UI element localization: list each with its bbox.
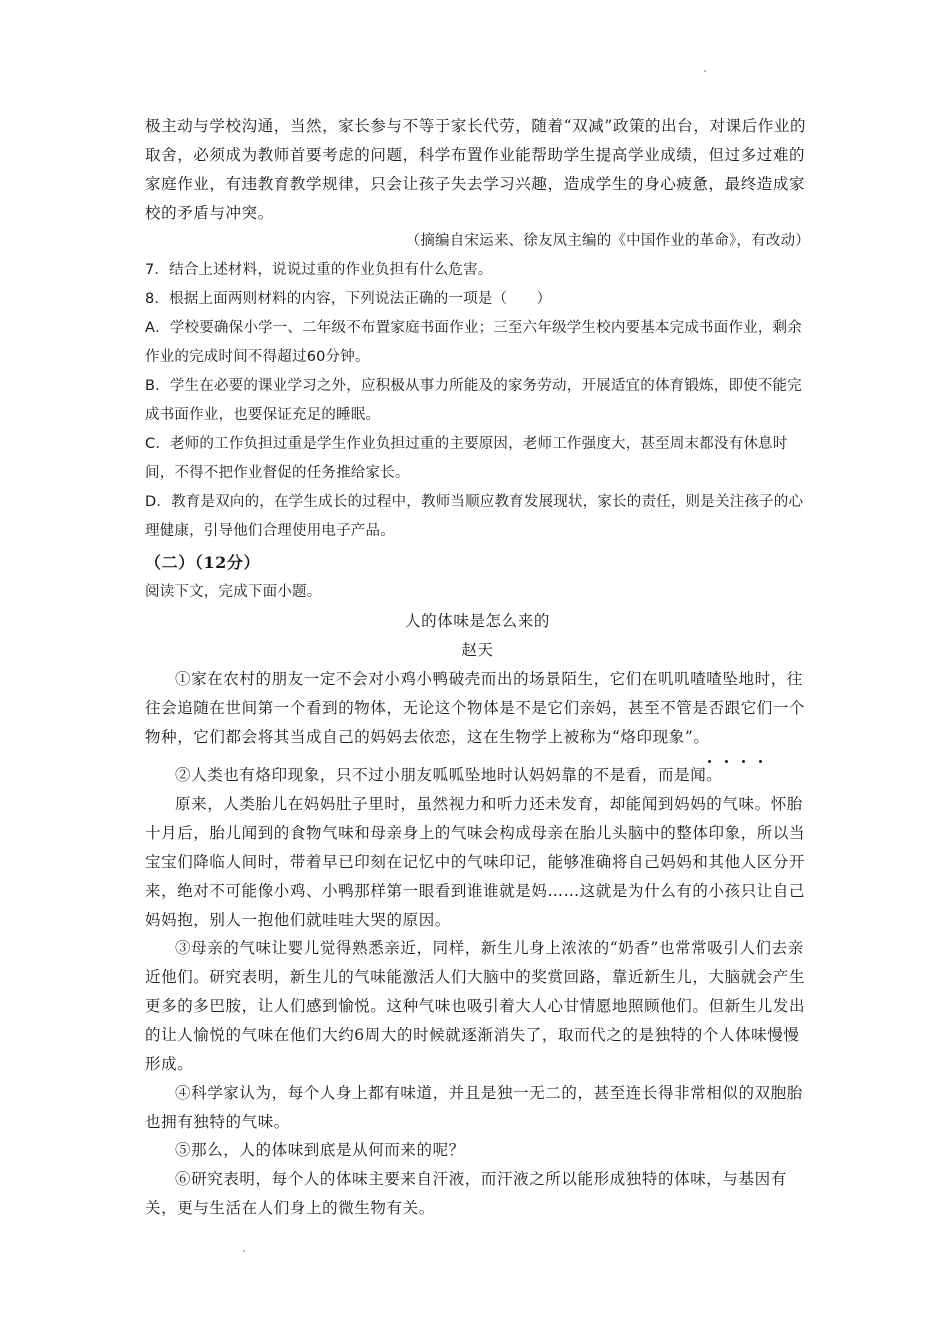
question-7: 7．结合上述材料，说说过重的作业负担有什么危害。 xyxy=(145,262,493,278)
question-8: 8．根据上面两则材料的内容，下列说法正确的一项是（ ） xyxy=(145,291,552,307)
section-heading: （二）（12分） xyxy=(145,553,261,572)
option-d: D．教育是双向的，在学生成长的过程中，教师当顺应教育发展现状，家长的责任，则是关注孩子的心理健康，引导他们合理使用电子产品。 xyxy=(145,494,804,539)
source-citation: （摘编自宋运来、徐友凤主编的《中国作业的革命》，有改动） xyxy=(405,233,810,249)
article-paragraph-3: 原来，人类胎儿在妈妈肚子里时，虽然视力和听力还未发育，却能闻到妈妈的气味。怀胎十月后，胎儿闻到的食物气味和母亲身上的气味会构成母亲在胎儿头脑中的整体印象，所以当宝宝们降临人间时，带着早已印刻在记忆中的气味印记，能够准确将自己妈妈和其他人区分开来，绝对不可能像小鸡、小鸭那样第一眼看到谁谁就是妈……这就是为什么有的小孩只让自己妈妈抱，别人一抱他们就哇哇大哭的原因。 xyxy=(145,795,806,929)
reading-instruction: 阅读下文，完成下面小题。 xyxy=(145,584,322,600)
scan-speck xyxy=(243,1250,245,1252)
article-paragraph-2: ②人类也有烙印现象，只不过小朋友呱呱坠地时认妈妈靠的不是看，而是闻。 xyxy=(175,766,723,784)
article-paragraph-4: ③母亲的气味让婴儿觉得熟悉亲近，同样，新生儿身上浓浓的“奶香”也常常吸引人们去亲近他们。研究表明，新生儿的气味能激活人们大脑中的奖赏回路，靠近新生儿，大脑就会产生更多的多巴胺，让人们感到愉悦。这种气味也吸引着大人心甘情愿地照顾他们。但新生儿发出的让人愉悦的气味在他们大约6周大的时候就逐渐消失了，取而代之的是独特的个人体味慢慢形成。 xyxy=(145,939,806,1073)
option-c: C．老师的工作负担过重是学生作业负担过重的主要原因，老师工作强度大，甚至周末都没有休息时间，不得不把作业督促的任务推给家长。 xyxy=(145,436,788,481)
material-paragraph-end: 极主动与学校沟通，当然，家长参与不等于家长代劳，随着“双减”政策的出台，对课后作业的取舍，必须成为教师首要考虑的问题，科学布置作业能帮助学生提高学业成绩，但过多过难的家庭作业，有违教育教学规律，只会让孩子失去学习兴趣，造成学生的身心疲惫，最终造成家校的矛盾与冲突。 xyxy=(145,117,807,222)
article-title: 人的体味是怎么来的 xyxy=(405,612,550,630)
article-author: 赵天 xyxy=(461,641,494,659)
article-paragraph-6: ⑤那么，人的体味到底是从何而来的呢？ xyxy=(175,1141,465,1159)
scan-speck xyxy=(704,70,706,72)
article-paragraph-7: ⑥研究表明，每个人的体味主要来自汗液，而汗液之所以能形成独特的体味，与基因有关，更与生活在人们身上的微生物有关。 xyxy=(145,1170,787,1217)
article-paragraph-1: ①家在农村的朋友一定不会对小鸡小鸭破壳而出的场景陌生，它们在叽叽喳喳坠地时，往往会追随在世间第一个看到的物体，无论这个物体是不是它们亲妈，甚至不管是否跟它们一个物种，它们都会将其当成自己的妈妈去依恋，这在生物学上被称为“烙印现象”。 xyxy=(145,670,806,746)
option-a: A．学校要确保小学一、二年级不布置家庭书面作业；三至六年级学生校内要基本完成书面作业，剩余作业的完成时间不得超过60分钟。 xyxy=(145,320,802,365)
article-paragraph-5: ④科学家认为，每个人身上都有味道，并且是独一无二的，甚至连长得非常相似的双胞胎也拥有独特的气味。 xyxy=(145,1084,803,1131)
option-b: B．学生在必要的课业学习之外，应积极从事力所能及的家务劳动，开展适宜的体育锻炼，即使不能完成书面作业，也要保证充足的睡眠。 xyxy=(145,378,802,423)
